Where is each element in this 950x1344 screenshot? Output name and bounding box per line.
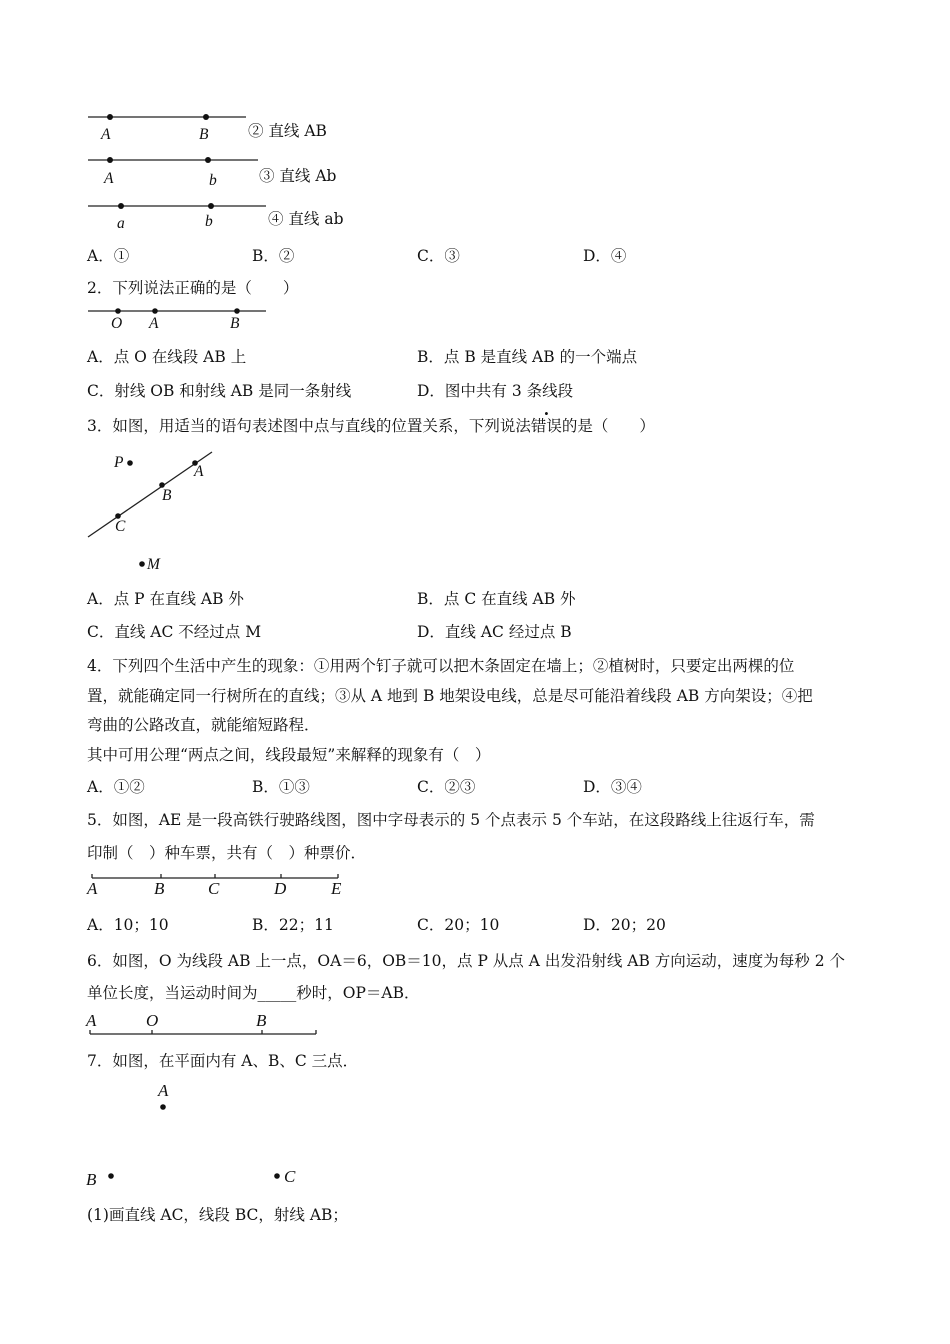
q3-stem-before: 3．如图，用适当的语句表述图中点与直线的位置关系，下列说法 bbox=[87, 417, 531, 435]
q6-label-a: A bbox=[86, 1011, 97, 1030]
q3-option-b: B．点 C 在直线 AB 外 bbox=[417, 590, 576, 608]
q3-option-d: D．直线 AC 经过点 B bbox=[417, 623, 572, 641]
q3-label-c: C bbox=[115, 518, 126, 535]
q7-stem: 7．如图，在平面内有 A、B、C 三点． bbox=[87, 1052, 359, 1070]
q6-line-2: 单位长度，当运动时间为_____秒时，OP＝AB． bbox=[87, 984, 420, 1002]
q1-label-a1: A bbox=[101, 126, 111, 143]
q7-sub-1: (1)画直线 AC，线段 BC，射线 AB； bbox=[87, 1206, 348, 1224]
q2-label-b: B bbox=[230, 315, 240, 332]
q5-label-c: C bbox=[208, 879, 220, 898]
q1-label-b3: b bbox=[205, 213, 213, 230]
q1-option-c: C．③ bbox=[417, 247, 460, 265]
q6-label-b: B bbox=[256, 1011, 267, 1030]
q7-label-c: C bbox=[284, 1167, 296, 1186]
q3-option-c: C．直线 AC 不经过点 M bbox=[87, 623, 262, 641]
q1-option-b: B．② bbox=[252, 247, 295, 265]
q1-label-b2: b bbox=[209, 172, 217, 189]
q3-label-a: A bbox=[194, 463, 204, 480]
q3-label-b: B bbox=[162, 487, 172, 504]
q1-caption-2: ② 直线 AB bbox=[248, 122, 327, 140]
q4-option-c: C．②③ bbox=[417, 778, 476, 796]
q4-line-3: 弯曲的公路改直，就能缩短路程． bbox=[87, 716, 320, 734]
q1-label-b1: B bbox=[199, 126, 209, 143]
q2-option-c: C．射线 OB 和射线 AB 是同一条射线 bbox=[87, 382, 352, 400]
q2-stem: 2．下列说法正确的是（ ） bbox=[87, 279, 299, 297]
q7-label-a: A bbox=[158, 1081, 169, 1100]
q5-option-c: C．20；10 bbox=[417, 916, 500, 934]
q4-option-a: A．①② bbox=[87, 778, 145, 796]
q3-label-p: P bbox=[114, 454, 124, 471]
q1-label-a2: A bbox=[104, 170, 114, 187]
q2-label-o: O bbox=[111, 315, 123, 332]
q1-label-a3: a bbox=[117, 215, 125, 232]
q2-option-d: D．图中共有 3 条线段 bbox=[417, 382, 574, 400]
q4-line-1: 4．下列四个生活中产生的现象：①用两个钉子就可以把木条固定在墙上；②植树时，只要定出两棵的位 bbox=[87, 657, 795, 675]
q4-option-b: B．①③ bbox=[252, 778, 310, 796]
q1-caption-3: ③ 直线 Ab bbox=[259, 167, 337, 185]
q6-label-o: O bbox=[146, 1011, 159, 1030]
q4-line-4: 其中可用公理“两点之间，线段最短”来解释的现象有（ ） bbox=[87, 746, 491, 764]
q1-option-d: D．④ bbox=[583, 247, 627, 265]
q7-label-b: B bbox=[86, 1170, 97, 1189]
q1-option-a: A．① bbox=[87, 247, 130, 265]
q5-line-2: 印制（ ）种车票，共有（ ）种票价． bbox=[87, 844, 367, 862]
q5-line-1: 5．如图，AE 是一段高铁行驶路线图，图中字母表示的 5 个点表示 5 个车站，在这段路线上往返行车，需 bbox=[87, 811, 815, 829]
q3-option-a: A．点 P 在直线 AB 外 bbox=[87, 590, 244, 608]
q5-label-b: B bbox=[154, 879, 165, 898]
q5-label-d: D bbox=[274, 879, 287, 898]
q5-option-a: A．10；10 bbox=[87, 916, 169, 934]
q3-label-m: M bbox=[147, 556, 160, 573]
q6-line-1: 6．如图，O 为线段 AB 上一点，OA＝6，OB＝10，点 P 从点 A 出发沿射线 AB 方向运动，速度为每秒 2 个 bbox=[87, 952, 846, 970]
q3-stem-after: 的是（ ） bbox=[561, 417, 655, 435]
q5-label-a: A bbox=[87, 879, 98, 898]
q3-stem-emphasis: 错误 bbox=[530, 417, 562, 435]
q5-option-d: D．20；20 bbox=[583, 916, 666, 934]
q4-option-d: D．③④ bbox=[583, 778, 642, 796]
q5-label-e: E bbox=[331, 879, 342, 898]
q4-line-2: 置，就能确定同一行树所在的直线；③从 A 地到 B 地架设电线，总是尽可能沿着线段 AB 方向架设；④把 bbox=[87, 687, 813, 705]
q5-option-b: B．22；11 bbox=[252, 916, 334, 934]
q2-option-a: A．点 O 在线段 AB 上 bbox=[87, 348, 247, 366]
q2-label-a: A bbox=[149, 315, 159, 332]
q2-option-b: B．点 B 是直线 AB 的一个端点 bbox=[417, 348, 638, 366]
q1-caption-4: ④ 直线 ab bbox=[268, 210, 344, 228]
